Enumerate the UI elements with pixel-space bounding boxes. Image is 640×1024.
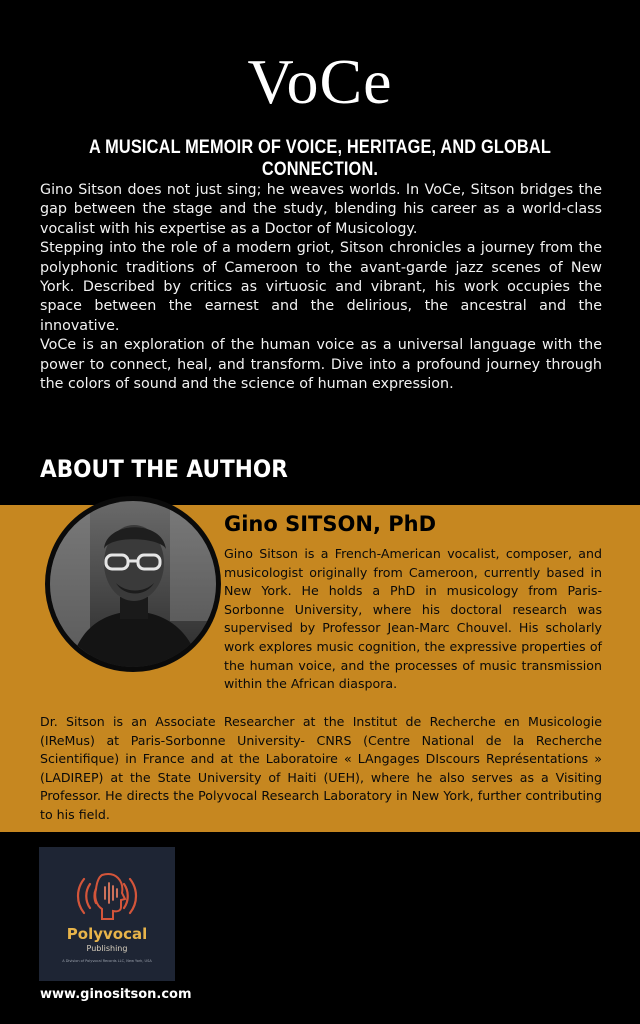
head-soundwave-icon <box>72 865 142 927</box>
author-portrait <box>45 496 221 672</box>
book-subtitle: A MUSICAL MEMOIR OF VOICE, HERITAGE, AND GLOBAL CONNECTION. <box>89 137 551 180</box>
author-name: Gino SITSON, PhD <box>224 512 436 536</box>
description-paragraph-2: Stepping into the role of a modern griot, Sitson chronicles a journey from the polyphonic traditions of Cameroon to the avant-garde jazz scenes of New York. Described by critics as virtuosic and vibrant, his work occupies the space between the earnest and the delirious, the ancestral and the innovative. <box>40 240 602 334</box>
publisher-fine-print: A Division of Polyvocal Records LLC, New York, USA <box>62 959 152 963</box>
author-photo-icon <box>50 501 216 667</box>
about-author-heading: ABOUT THE AUTHOR <box>40 455 288 483</box>
description-paragraph-1: Gino Sitson does not just sing; he weaves worlds. In VoCe, Sitson bridges the gap between the stage and the study, blending his career as a world-class vocalist with his expertise as a Doctor of Musicology. <box>40 182 602 237</box>
publisher-subtitle: Publishing <box>86 944 128 953</box>
publisher-name: Polyvocal <box>66 925 148 943</box>
description-paragraph-3: VoCe is an exploration of the human voice as a universal language with the power to connect, heal, and transform. Dive into a profound journey through the colors of sound and the science of human expression. <box>40 337 602 393</box>
book-title: VoCe <box>247 46 393 117</box>
author-bio-more: Dr. Sitson is an Associate Researcher at the Institut de Recherche en Musicologie (IReMus) at Paris-Sorbonne University- CNRS (Centre National de la Recherche Scientifique) in France and at the Laboratoire « LAngages DIscours Représentations » (LADIREP) at the State University of Haiti (UEH), where he also serves as a Visiting Professor. He directs the Polyvocal Research Laboratory in New York, further contributing to his field. <box>40 714 602 822</box>
author-bio-intro: Gino Sitson is a French-American vocalist, composer, and musicologist originally from Cameroon, currently based in New York. He holds a PhD in musicology from Paris-Sorbonne University, where his doctoral research was supervised by Professor Jean-Marc Chouvel. His scholarly work explores music cognition, the expressive properties of the human voice, and the processes of music transmission within the African diaspora. <box>224 546 602 692</box>
website-link[interactable]: www.ginositson.com <box>40 987 192 1002</box>
publisher-logo <box>39 847 175 981</box>
book-description <box>40 181 602 394</box>
